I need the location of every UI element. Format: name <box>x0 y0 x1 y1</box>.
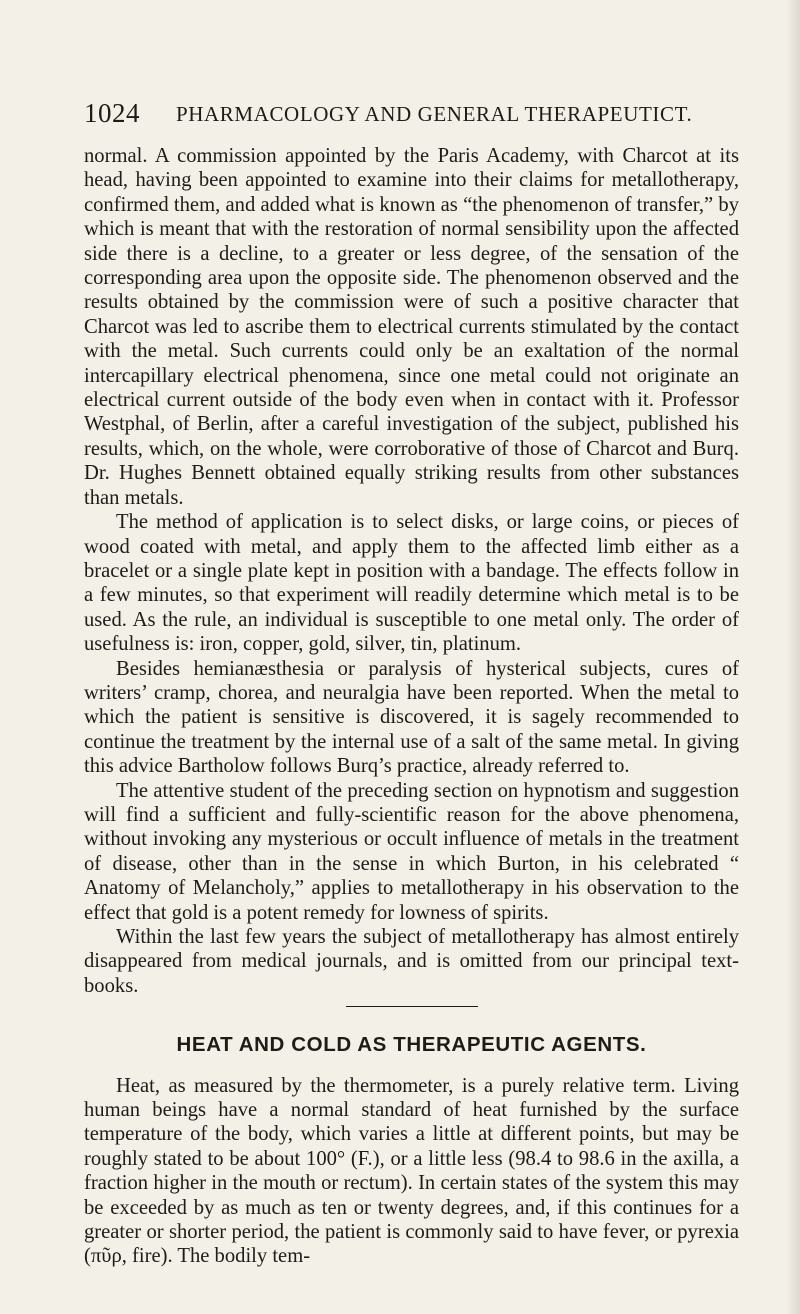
section-divider <box>346 1006 478 1007</box>
paragraph-cures: Besides hemianæsthesia or paralysis of hysterical subjects, cures of writers’ cramp, chorea, and neuralgia have been reported. When the metal to which the patient is sensitive is discovered, it is sagely recommended to continue the treatment by the internal use of a salt of the same metal. In giving this advice Bartholow follows Burq’s practice, already referred to. <box>84 657 739 778</box>
paragraph-hypnotism: The attentive student of the preceding section on hypnotism and suggestion will find a sufficient and fully-scientific reason for the above phenomena, without invoking any mysterious or occult influence of metals in the treatment of disease, other than in the sense in which Burton, in his celebrated “ Anatomy of Melancholy,” applies to metallotherapy in his observation to the effect that gold is a potent remedy for lowness of spirits. <box>84 779 739 924</box>
section-heading: HEAT AND COLD AS THERAPEUTIC AGENTS. <box>176 1033 647 1057</box>
paragraph-method: The method of application is to select disks, or large coins, or pieces of wood coated with metal, and apply them to the affected limb either as a bracelet or a single plate kept in position with a bandage. The effects follow in a few minutes, so that experiment will readily determine which metal is to be used. As the rule, an individual is susceptible to one metal only. The order of usefulness is: iron, copper, gold, silver, tin, platinum. <box>84 511 739 656</box>
paragraph-commission: normal. A commission appointed by the Paris Academy, with Charcot at its head, having been appointed to examine into their claims for metallotherapy, confirmed them, and added what is known as “the phenomenon of transfer,” by which is meant that with the restoration of normal sensibility upon the affected side there is a decline, to a greater or less degree, of the sensation of the corresponding area upon the opposite side. The phenomenon observed and the results obtained by the commission were of such a positive character that Charcot was led to ascribe them to electrical currents stimulated by the contact with the metal. Such currents could only be an exaltation of the normal intercapillary electrical phenomena, since one metal could not originate an electrical current outside of the body even when in contact with it. Professor Westphal, of Berlin, after a careful investigation of the subject, published his results, which, on the whole, were corroborative of those of Charcot and Burq. Dr. Hughes Bennett obtained equally striking results from other substances than metals. <box>84 145 739 509</box>
running-head <box>0 98 800 138</box>
page-edge-shadow <box>786 0 800 1314</box>
running-title: PHARMACOLOGY AND GENERAL THERAPEUTICT. <box>176 102 693 126</box>
page-number: 1024 <box>84 98 140 128</box>
paragraph-decline: Within the last few years the subject of metallotherapy has almost entirely disappeared from medical journals, and is omitted from our principal text-books. <box>84 926 739 997</box>
body-text <box>84 144 739 1269</box>
paragraph-heat: Heat, as measured by the thermometer, is a purely relative term. Living human beings have a normal standard of heat furnished by the surface temperature of the body, which varies a little at different points, but may be roughly stated to be about 100° (F.), or a little less (98.4 to 98.6 in the axilla, a fraction higher in the mouth or rectum). In certain states of the system this may be exceeded by as much as ten or twenty degrees, and, if this continues for a greater or shorter period, the patient is commonly said to have fever, or pyrexia (πῦρ, fire). The bodily tem- <box>84 1074 739 1268</box>
